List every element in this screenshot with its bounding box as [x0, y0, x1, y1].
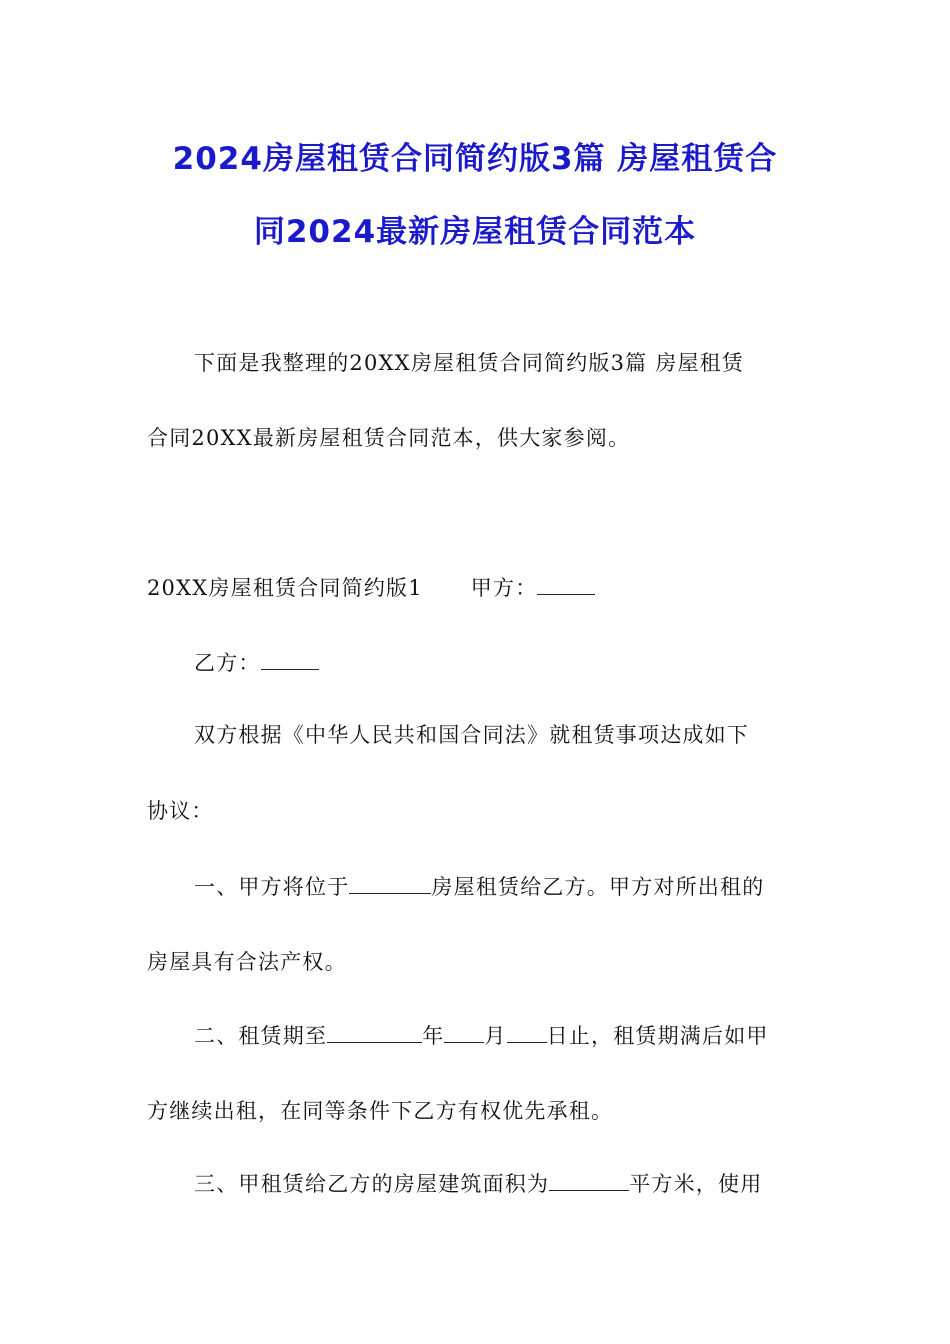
document-title-line-2: 同2024最新房屋租赁合同范本 [253, 214, 697, 250]
clause-1-text-b: 房屋租赁给乙方。甲方对所出租的 [431, 875, 765, 899]
document-title-line-1: 2024房屋租赁合同简约版3篇 房屋租赁合 [172, 141, 778, 177]
contract-heading: 20XX房屋租赁合同简约版1 [147, 576, 423, 600]
party-b-row [194, 647, 319, 677]
clause-2-month-blank [444, 1022, 484, 1043]
clause-3-text-b: 平方米，使用 [629, 1172, 763, 1196]
clause-1-text-a: 一、甲方将位于 [194, 875, 350, 899]
preamble-line-2: 协议： [147, 799, 214, 823]
intro-line-2: 合同20XX最新房屋租赁合同范本，供大家参阅。 [147, 426, 631, 450]
clause-2-year: 年 [422, 1024, 445, 1048]
clause-3-text-a: 三、甲租赁给乙方的房屋建筑面积为 [194, 1172, 550, 1196]
clause-2-text-b: 日止，租赁期满后如甲 [546, 1024, 769, 1048]
party-a-blank [537, 574, 595, 595]
clause-1-location-blank [349, 873, 431, 894]
preamble-line-1: 双方根据《中华人民共和国合同法》就租赁事项达成如下 [194, 723, 749, 747]
clause-3-line-1 [194, 1168, 762, 1198]
clause-1-line-1 [194, 871, 764, 901]
clause-2-month: 月 [484, 1024, 507, 1048]
party-b-blank [261, 649, 319, 670]
party-a-label: 甲方： [470, 576, 538, 600]
clause-2-line-2: 方继续出租，在同等条件下乙方有权优先承租。 [147, 1099, 614, 1123]
clause-1-line-2: 房屋具有合法产权。 [147, 950, 347, 974]
clause-3-area-blank [549, 1170, 629, 1191]
clause-2-text-a: 二、租赁期至 [194, 1024, 328, 1048]
clause-2-line-1 [194, 1020, 769, 1050]
party-b-label: 乙方： [194, 651, 261, 675]
contract-heading-row [147, 572, 595, 602]
clause-2-year-blank [327, 1022, 422, 1043]
intro-line-1: 下面是我整理的20XX房屋租赁合同简约版3篇 房屋租赁 [194, 351, 745, 375]
clause-2-day-blank [507, 1022, 547, 1043]
